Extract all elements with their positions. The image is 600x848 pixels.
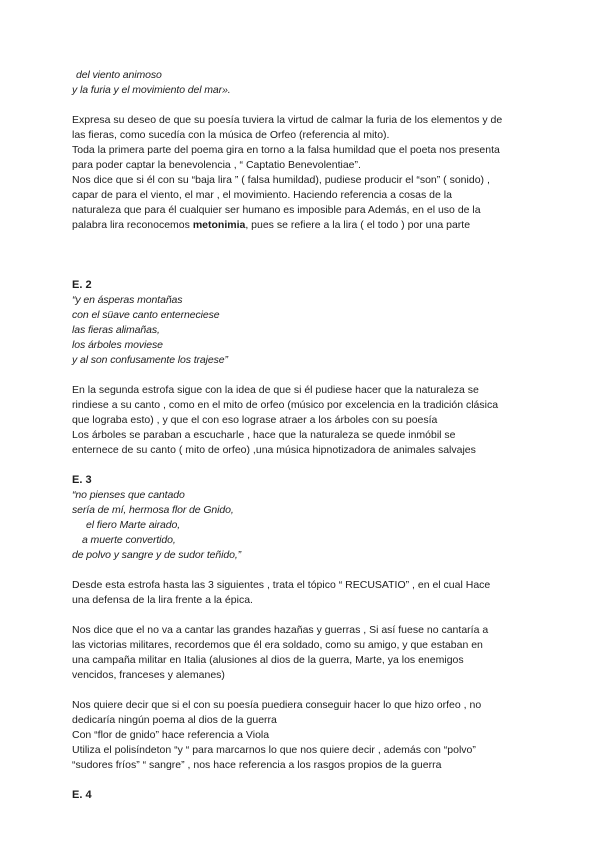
- e2-paragraph: [72, 383, 532, 458]
- spacer: [72, 458, 532, 473]
- text-line: Nos dice que si él con su “baja lira ” ( falsa humildad), pudiese producir el “son” ( sonido) ,: [72, 174, 490, 186]
- text-line: Utiliza el polisíndeton “y “ para marcarnos lo que nos quiere decir , además con “polvo”: [72, 744, 476, 756]
- text-segment: palabra lira reconocemos: [72, 219, 193, 231]
- text-line: Toda la primera parte del poema gira en torno a la falsa humildad que el poeta nos presenta: [72, 144, 500, 156]
- text-line: rindiese a su canto , como en el mito de orfeo (músico por excelencia en la tradición clásica: [72, 399, 499, 411]
- e3-verses: [72, 488, 532, 563]
- bold-term: metonimia: [192, 219, 246, 231]
- text-line: naturaleza que para él cualquier ser humano es imposible para Además, en el uso de la: [72, 204, 481, 216]
- spacer: [72, 608, 532, 623]
- text-line: Desde esta estrofa hasta las 3 siguientes , trata el tópico “ RECUSATIO” , en el cual Hace: [72, 579, 491, 591]
- document-page: [72, 68, 532, 803]
- text-line: capar de para el viento, el mar , el movimiento. Haciendo referencia a cosas de la: [72, 189, 452, 201]
- text-line: que lograba esto) , y que el con eso lograse atraer a los árboles con su poesía: [72, 414, 438, 426]
- verse-line: las fieras alimañas,: [72, 324, 160, 336]
- text-line: una defensa de la lira frente a la épica.: [72, 594, 253, 606]
- verse-line: y al son confusamente los trajese”: [72, 354, 228, 366]
- spacer: [72, 683, 532, 698]
- text-line: las fieras, como sucedía con la música de Orfeo (referencia al mito).: [72, 129, 390, 141]
- verse-line: de polvo y sangre y de sudor teñido,”: [72, 549, 242, 561]
- text-line: para poder captar la benevolencia , “ Captatio Benevolentiae”.: [72, 159, 361, 171]
- text-line: enternece de su canto ( mito de orfeo) ,una música hipnotizadora de animales salvajes: [72, 444, 476, 456]
- verse-line: y la furia y el movimiento del mar».: [72, 84, 231, 96]
- text-line: “sudores fríos” “ sangre” , nos hace referencia a los rasgos propios de la guerra: [72, 759, 442, 771]
- text-line: Nos quiere decir que si el con su poesía puediera conseguir hacer lo que hizo orfeo , no: [72, 699, 482, 711]
- verse-line: con el süave canto enterneciese: [72, 309, 220, 321]
- e3-paragraph-1: [72, 578, 532, 608]
- verse-line: a muerte convertido,: [82, 534, 176, 546]
- intro-verses: [72, 68, 532, 98]
- verse-line: sería de mí, hermosa flor de Gnido,: [72, 504, 234, 516]
- section-heading-e3: E. 3: [72, 474, 92, 486]
- spacer: [72, 263, 532, 278]
- e3-paragraph-2: [72, 623, 532, 683]
- spacer: [72, 368, 532, 383]
- text-segment: , pues se refiere a la lira ( el todo ) por una parte: [245, 219, 471, 231]
- verse-line: del viento animoso: [76, 69, 162, 81]
- text-line: las victorias militares, recordemos que él era soldado, como su amigo, y que estaban en: [72, 639, 483, 651]
- text-line: dedicaría ningún poema al dios de la guerra: [72, 714, 277, 726]
- text-line: Nos dice que el no va a cantar las grandes hazañas y guerras , Si así fuese no cantaría a: [72, 624, 489, 636]
- spacer: [72, 98, 532, 113]
- spacer: [72, 563, 532, 578]
- intro-paragraph: [72, 113, 532, 233]
- text-line: Los árboles se paraban a escucharle , hace que la naturaleza se quede inmóbil se: [72, 429, 456, 441]
- e3-paragraph-3: [72, 698, 532, 773]
- text-line: Expresa su deseo de que su poesía tuviera la virtud de calmar la furia de los elementos y de: [72, 114, 503, 126]
- text-line: Con “flor de gnido” hace referencia a Viola: [72, 729, 270, 741]
- verse-line: “y en ásperas montañas: [72, 294, 183, 306]
- verse-line: el fiero Marte airado,: [86, 519, 181, 531]
- text-line: vencidos, franceses y alemanes): [72, 669, 225, 681]
- verse-line: los árboles moviese: [72, 339, 163, 351]
- spacer: [72, 773, 532, 788]
- section-heading-e2: E. 2: [72, 279, 92, 291]
- verse-line: “no pienses que cantado: [72, 489, 185, 501]
- section-heading-e4: E. 4: [72, 789, 92, 801]
- text-line: [72, 218, 532, 233]
- spacer: [72, 233, 532, 263]
- text-line: una campaña militar en Italia (alusiones al dios de la guerra, Marte, ya los enemigos: [72, 654, 464, 666]
- text-line: En la segunda estrofa sigue con la idea de que si él pudiese hacer que la naturaleza se: [72, 384, 479, 396]
- e2-verses: [72, 293, 532, 368]
